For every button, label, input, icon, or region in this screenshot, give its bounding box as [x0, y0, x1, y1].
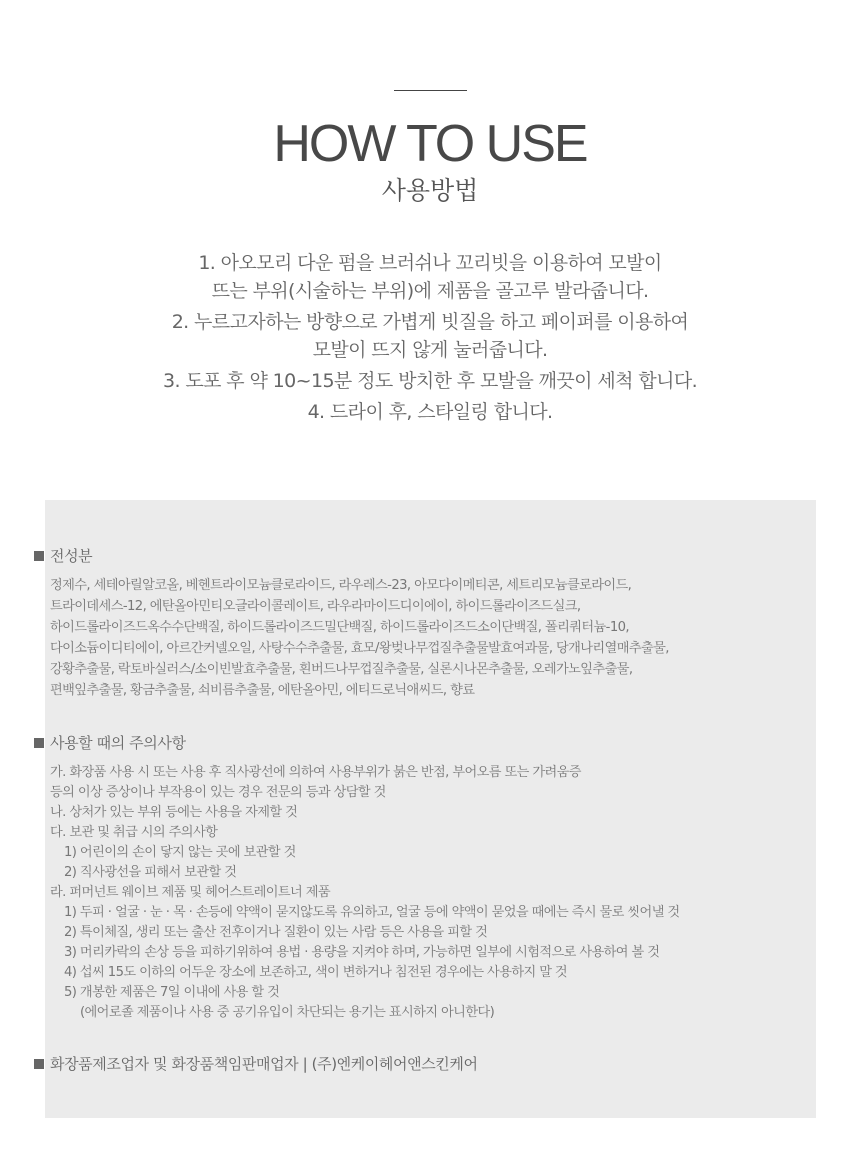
caution-line: 4) 섭씨 15도 이하의 어두운 장소에 보존하고, 색이 변하거나 침전된 경우에는 사용하지 말 것 — [64, 965, 568, 980]
caution-line: 2) 특이체질, 생리 또는 출산 전후이거나 질환이 있는 사람 등은 사용을 피할 것 — [64, 925, 488, 940]
usage-step-line: 4. 드라이 후, 스타일링 합니다. — [307, 401, 553, 423]
caution-line: 1) 두피 · 얼굴 · 눈 · 목 · 손등에 약액이 묻지않도록 유의하고, 얼굴 등에 약액이 묻었을 때에는 즉시 물로 씻어낼 것 — [64, 905, 680, 920]
title-rule — [394, 90, 467, 91]
ingredients-line: 하이드롤라이즈드옥수수단백질, 하이드롤라이즈드밀단백질, 하이드롤라이즈드소이단백질, 폴리쿼터늄-10, — [50, 620, 630, 635]
caution-line: 가. 화장품 사용 시 또는 사용 후 직사광선에 의하여 사용부위가 붉은 반점, 부어오름 또는 가려움증 — [50, 765, 581, 780]
page-subtitle: 사용방법 — [381, 176, 479, 205]
usage-step-line: 2. 누르고자하는 방향으로 가볍게 빗질을 하고 페이퍼를 이용하여 — [171, 311, 689, 333]
cautions-heading — [34, 733, 186, 753]
usage-step-line: 1. 아오모리 다운 펌을 브러쉬나 꼬리빗을 이용하여 모발이 — [198, 252, 662, 274]
usage-step-line: 모발이 뜨지 않게 눌러줍니다. — [312, 339, 548, 361]
usage-step-2 — [0, 308, 860, 364]
ingredients-line: 정제수, 세테아릴알코올, 베헨트라이모늄클로라이드, 라우레스-23, 아모다이메티콘, 세트리모늄클로라이드, — [50, 578, 632, 593]
caution-line: 1) 어린이의 손이 닿지 않는 곳에 보관할 것 — [64, 845, 296, 860]
ingredients-heading-text: 전성분 — [50, 547, 93, 565]
ingredients-line: 강황추출물, 락토바실러스/소이빈발효추출물, 흰버드나무껍질추출물, 실론시나몬추출물, 오레가노잎추출물, — [50, 662, 633, 677]
cautions-heading-text: 사용할 때의 주의사항 — [50, 734, 186, 752]
caution-line: 나. 상처가 있는 부위 등에는 사용을 자제할 것 — [50, 805, 298, 820]
ingredients-line: 편백잎추출물, 황금추출물, 쇠비름추출물, 에탄올아민, 에티드로닉애씨드, 향료 — [50, 683, 475, 698]
manufacturer-heading — [34, 1054, 478, 1074]
usage-steps — [0, 249, 860, 426]
manufacturer-text: 화장품제조업자 및 화장품책임판매업자 | (주)엔케이헤어앤스킨케어 — [50, 1055, 478, 1073]
usage-step-line: 뜨는 부위(시술하는 부위)에 제품을 골고루 발라줍니다. — [211, 280, 649, 302]
caution-line: 5) 개봉한 제품은 7일 이내에 사용 할 것 — [64, 985, 280, 1000]
square-bullet-icon — [34, 738, 44, 748]
usage-step-4 — [0, 398, 860, 426]
ingredients-line: 다이소듐이디티에이, 아르간커넬오일, 사탕수수추출물, 효모/왕벚나무껍질추출물발효여과물, 당개나리열매추출물, — [50, 641, 669, 656]
caution-line: 등의 이상 증상이나 부작용이 있는 경우 전문의 등과 상담할 것 — [50, 785, 386, 800]
caution-line: 2) 직사광선을 피해서 보관할 것 — [64, 865, 237, 880]
caution-line: 라. 퍼머넌트 웨이브 제품 및 헤어스트레이트너 제품 — [50, 885, 331, 900]
caution-line: (에어로졸 제품이나 사용 중 공기유입이 차단되는 용기는 표시하지 아니한다) — [80, 1005, 495, 1020]
caution-line: 다. 보관 및 취급 시의 주의사항 — [50, 825, 218, 840]
ingredients-line: 트라이데세스-12, 에탄올아민티오글라이콜레이트, 라우라마이드디이에이, 하이드롤라이즈드실크, — [50, 599, 581, 614]
square-bullet-icon — [34, 1059, 44, 1069]
cautions-list — [50, 763, 765, 1023]
ingredients-heading — [34, 546, 92, 566]
usage-step-3 — [0, 367, 860, 395]
usage-step-1 — [0, 249, 860, 305]
page-title: HOW TO USE — [273, 115, 587, 173]
ingredients-list — [50, 575, 765, 701]
usage-step-line: 3. 도포 후 약 10~15분 정도 방치한 후 모발을 깨끗이 세척 합니다. — [162, 370, 698, 392]
square-bullet-icon — [34, 551, 44, 561]
caution-line: 3) 머리카락의 손상 등을 피하기위하여 용법 · 용량을 지켜야 하며, 가능하면 일부에 시험적으로 사용하여 볼 것 — [64, 945, 660, 960]
